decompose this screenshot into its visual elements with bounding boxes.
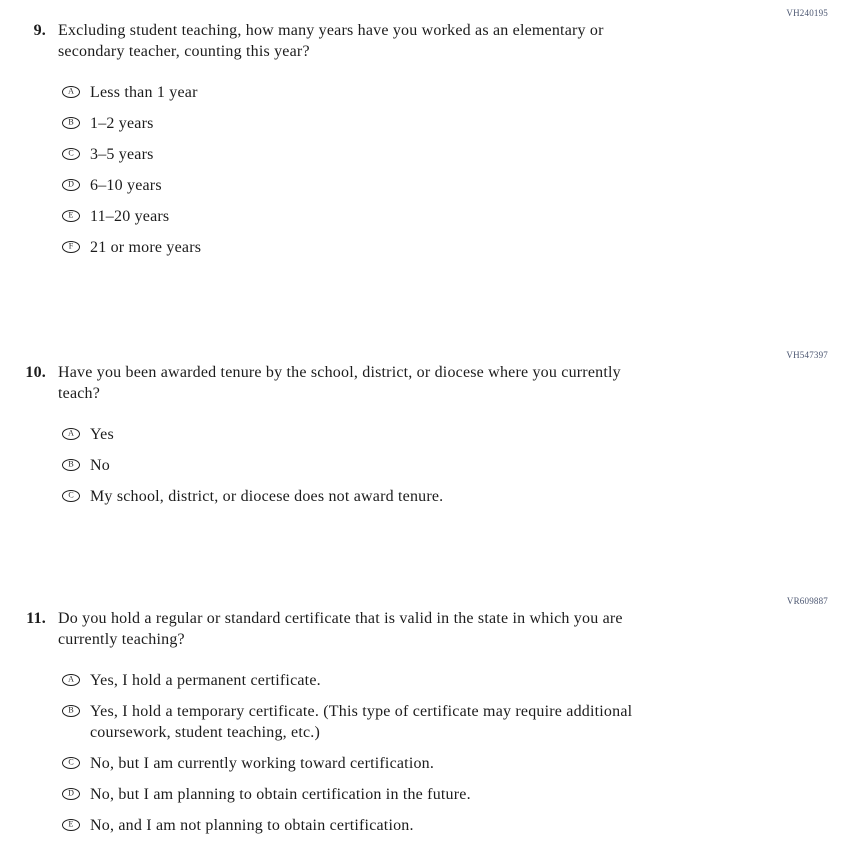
text-line: Less than 1 year xyxy=(90,84,198,101)
answer-option-label xyxy=(90,424,114,445)
text-line: No, but I am planning to obtain certification in the future. xyxy=(90,786,471,803)
options-list xyxy=(62,670,841,836)
question-number: 9. xyxy=(33,22,46,39)
answer-bubble-letter: A xyxy=(68,86,74,96)
question-row xyxy=(20,362,841,404)
question-accession-code: VH547397 xyxy=(786,350,828,360)
answer-option[interactable] xyxy=(62,424,841,445)
answer-bubble-letter: C xyxy=(68,490,74,500)
answer-bubble-icon[interactable] xyxy=(62,210,80,222)
text-line: My school, district, or diocese does not award tenure. xyxy=(90,488,444,505)
answer-option-label xyxy=(90,144,154,165)
answer-bubble-icon[interactable] xyxy=(62,705,80,717)
question-block xyxy=(0,8,841,268)
answer-bubble-icon[interactable] xyxy=(62,148,80,160)
question-row xyxy=(20,608,841,650)
answer-option[interactable] xyxy=(62,753,841,774)
text-line: coursework, student teaching, etc.) xyxy=(90,724,321,741)
answer-bubble-icon[interactable] xyxy=(62,819,80,831)
answer-option[interactable] xyxy=(62,815,841,836)
text-line: 3–5 years xyxy=(90,146,154,163)
answer-option[interactable] xyxy=(62,486,841,507)
answer-option-label xyxy=(90,237,201,258)
answer-option-label xyxy=(90,701,632,743)
answer-option[interactable] xyxy=(62,206,841,227)
question-row xyxy=(20,20,841,62)
answer-bubble-icon[interactable] xyxy=(62,86,80,98)
answer-option-label xyxy=(90,455,110,476)
answer-bubble-icon[interactable] xyxy=(62,674,80,686)
text-line: 11–20 years xyxy=(90,208,170,225)
answer-option[interactable] xyxy=(62,701,841,743)
answer-bubble-icon[interactable] xyxy=(62,490,80,502)
question-number: 10. xyxy=(25,364,46,381)
answer-option-label xyxy=(90,175,162,196)
question-text xyxy=(58,362,621,404)
answer-bubble-icon[interactable] xyxy=(62,459,80,471)
answer-option-label xyxy=(90,753,434,774)
answer-bubble-letter: B xyxy=(68,705,74,715)
answer-bubble-icon[interactable] xyxy=(62,788,80,800)
options-list xyxy=(62,424,841,507)
text-line: No, and I am not planning to obtain certification. xyxy=(90,817,414,834)
text-line: No, but I am currently working toward certification. xyxy=(90,755,435,772)
question-number: 11. xyxy=(26,610,46,627)
answer-bubble-letter: A xyxy=(68,428,74,438)
answer-bubble-letter: C xyxy=(68,757,74,767)
answer-bubble-icon[interactable] xyxy=(62,179,80,191)
question-block xyxy=(0,596,841,846)
answer-option[interactable] xyxy=(62,670,841,691)
answer-option-label xyxy=(90,486,443,507)
options-list xyxy=(62,82,841,258)
answer-bubble-letter: D xyxy=(68,788,74,798)
text-line: No xyxy=(90,457,110,474)
text-line: Have you been awarded tenure by the school, district, or diocese where you currently xyxy=(58,364,621,381)
text-line: 21 or more years xyxy=(90,239,202,256)
answer-bubble-letter: E xyxy=(68,819,74,829)
answer-bubble-icon[interactable] xyxy=(62,428,80,440)
text-line: 6–10 years xyxy=(90,177,162,194)
text-line: teach? xyxy=(58,385,101,402)
answer-bubble-icon[interactable] xyxy=(62,241,80,253)
answer-option-label xyxy=(90,815,414,836)
answer-option-label xyxy=(90,113,154,134)
answer-option[interactable] xyxy=(62,175,841,196)
question-accession-code: VR609887 xyxy=(786,596,828,606)
answer-bubble-letter: E xyxy=(68,210,74,220)
question-text xyxy=(58,608,623,650)
answer-option[interactable] xyxy=(62,144,841,165)
answer-option-label xyxy=(90,670,321,691)
answer-bubble-letter: D xyxy=(68,179,74,189)
text-line: Do you hold a regular or standard certificate that is valid in the state in which you are xyxy=(58,610,623,627)
answer-option-label xyxy=(90,206,169,227)
answer-bubble-icon[interactable] xyxy=(62,757,80,769)
text-line: secondary teacher, counting this year? xyxy=(58,43,310,60)
text-line: Yes, I hold a temporary certificate. (This type of certificate may require additional xyxy=(90,703,633,720)
answer-option[interactable] xyxy=(62,455,841,476)
question-block xyxy=(0,350,841,517)
answer-option[interactable] xyxy=(62,237,841,258)
answer-bubble-icon[interactable] xyxy=(62,117,80,129)
answer-bubble-letter: C xyxy=(68,148,74,158)
question-text xyxy=(58,20,604,62)
text-line: currently teaching? xyxy=(58,631,185,648)
answer-option[interactable] xyxy=(62,113,841,134)
text-line: Yes xyxy=(90,426,114,443)
answer-bubble-letter: F xyxy=(68,241,74,251)
answer-option[interactable] xyxy=(62,82,841,103)
answer-bubble-letter: A xyxy=(68,674,74,684)
answer-option-label xyxy=(90,784,471,805)
answer-option[interactable] xyxy=(62,784,841,805)
text-line: Excluding student teaching, how many years have you worked as an elementary or xyxy=(58,22,604,39)
question-accession-code: VH240195 xyxy=(786,8,828,18)
text-line: Yes, I hold a permanent certificate. xyxy=(90,672,321,689)
answer-option-label xyxy=(90,82,198,103)
answer-bubble-letter: B xyxy=(68,459,74,469)
text-line: 1–2 years xyxy=(90,115,154,132)
answer-bubble-letter: B xyxy=(68,117,74,127)
